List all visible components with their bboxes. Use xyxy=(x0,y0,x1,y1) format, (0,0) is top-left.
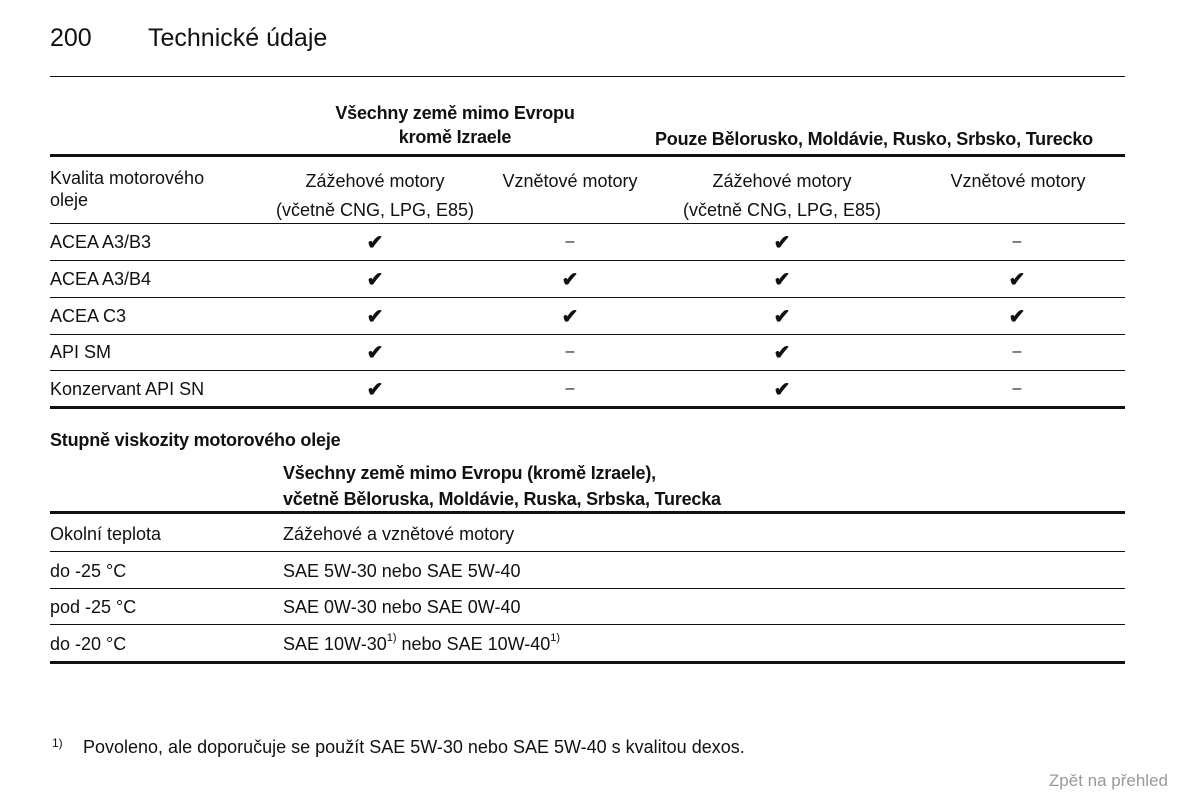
row-divider xyxy=(50,260,1125,261)
viscosity-row-grade xyxy=(283,634,560,655)
row-divider xyxy=(50,370,1125,371)
grade-10w40: SAE 10W-40 xyxy=(446,634,551,654)
col-header-petrol-1 xyxy=(255,167,495,225)
viscosity-group-header-line1: Všechny země mimo Evropu (kromě Izraele), xyxy=(283,463,656,483)
quality-row-label: ACEA A3/B3 xyxy=(50,232,152,252)
section-title-viscosity: Stupně viskozity motorového oleje xyxy=(50,430,341,450)
dash-mark: – xyxy=(565,343,575,360)
row-divider xyxy=(50,297,1125,298)
col-header-petrol-2 xyxy=(662,167,902,225)
col-header-petrol-1-line2: (včetně CNG, LPG, E85) xyxy=(275,200,475,220)
dash-mark: – xyxy=(1012,380,1022,397)
col-header-petrol-1-line1: Zážehové motory xyxy=(305,171,445,191)
check-mark: ✔ xyxy=(366,306,384,328)
viscosity-row-grade: SAE 0W-30 nebo SAE 0W-40 xyxy=(283,597,521,617)
quality-row-label: API SM xyxy=(50,342,112,362)
dash-mark: – xyxy=(565,380,575,397)
viscosity-row-temp: do -25 °C xyxy=(50,561,127,581)
col-header-diesel-2: Vznětové motory xyxy=(950,171,1086,191)
col-header-diesel-1: Vznětové motory xyxy=(502,171,638,191)
header-divider xyxy=(50,76,1125,77)
col-header-oil-quality xyxy=(50,167,204,211)
quality-row-label: ACEA C3 xyxy=(50,306,127,326)
page-title: Technické údaje xyxy=(148,24,328,52)
check-mark: ✔ xyxy=(773,342,791,364)
quality-table-bottom-rule xyxy=(50,406,1125,409)
check-mark: ✔ xyxy=(366,269,384,291)
check-mark: ✔ xyxy=(561,306,579,328)
group-header-outside-europe xyxy=(300,103,610,148)
viscosity-row-grade: SAE 5W-30 nebo SAE 5W-40 xyxy=(283,561,521,581)
quality-table-header-rule xyxy=(50,223,1125,224)
col-header-engines: Zážehové a vznětové motory xyxy=(283,524,515,544)
row-divider xyxy=(50,624,1125,625)
footnote-ref: 1) xyxy=(386,632,397,644)
col-header-petrol-2-line2: (včetně CNG, LPG, E85) xyxy=(682,200,882,220)
footnote-ref: 1) xyxy=(550,632,561,644)
group-header-selected-countries: Pouze Bělorusko, Moldávie, Rusko, Srbsko, Turecko xyxy=(655,129,1093,149)
col-header-ambient-temp: Okolní teplota xyxy=(50,524,162,544)
dash-mark: – xyxy=(1012,343,1022,360)
quality-row-label: Konzervant API SN xyxy=(50,379,205,399)
check-mark: ✔ xyxy=(773,379,791,401)
dash-mark: – xyxy=(565,233,575,250)
grade-10w30: SAE 10W-30 xyxy=(283,634,387,654)
footnote-marker: 1) xyxy=(52,736,63,750)
viscosity-table-top-rule xyxy=(50,511,1125,514)
back-to-overview-link[interactable]: Zpět na přehled xyxy=(1048,771,1168,790)
check-mark: ✔ xyxy=(366,232,384,254)
viscosity-row-temp: do -20 °C xyxy=(50,634,127,654)
col-header-oil-quality-line1: Kvalita motorového xyxy=(50,168,205,188)
check-mark: ✔ xyxy=(773,232,791,254)
check-mark: ✔ xyxy=(1008,269,1026,291)
viscosity-row-temp: pod -25 °C xyxy=(50,597,137,617)
check-mark: ✔ xyxy=(1008,306,1026,328)
dash-mark: – xyxy=(1012,233,1022,250)
check-mark: ✔ xyxy=(773,306,791,328)
check-mark: ✔ xyxy=(561,269,579,291)
viscosity-group-header-line2: včetně Běloruska, Moldávie, Ruska, Srbska, Turecka xyxy=(283,489,721,509)
check-mark: ✔ xyxy=(366,379,384,401)
group-header-outside-europe-line2: kromě Izraele xyxy=(398,127,512,147)
viscosity-table-bottom-rule xyxy=(50,661,1125,664)
grade-connector: nebo xyxy=(396,634,447,654)
check-mark: ✔ xyxy=(773,269,791,291)
quality-table-top-rule xyxy=(50,154,1125,157)
quality-row-label: ACEA A3/B4 xyxy=(50,269,152,289)
row-divider xyxy=(50,334,1125,335)
viscosity-group-header xyxy=(283,460,721,512)
check-mark: ✔ xyxy=(366,342,384,364)
group-header-outside-europe-line1: Všechny země mimo Evropu xyxy=(335,103,575,123)
row-divider xyxy=(50,588,1125,589)
row-divider xyxy=(50,551,1125,552)
col-header-oil-quality-line2: oleje xyxy=(50,190,89,210)
footnote-text: Povoleno, ale doporučuje se použít SAE 5W-30 nebo SAE 5W-40 s kvalitou dexos. xyxy=(83,737,745,757)
col-header-petrol-2-line1: Zážehové motory xyxy=(712,171,852,191)
page-number: 200 xyxy=(50,24,92,52)
